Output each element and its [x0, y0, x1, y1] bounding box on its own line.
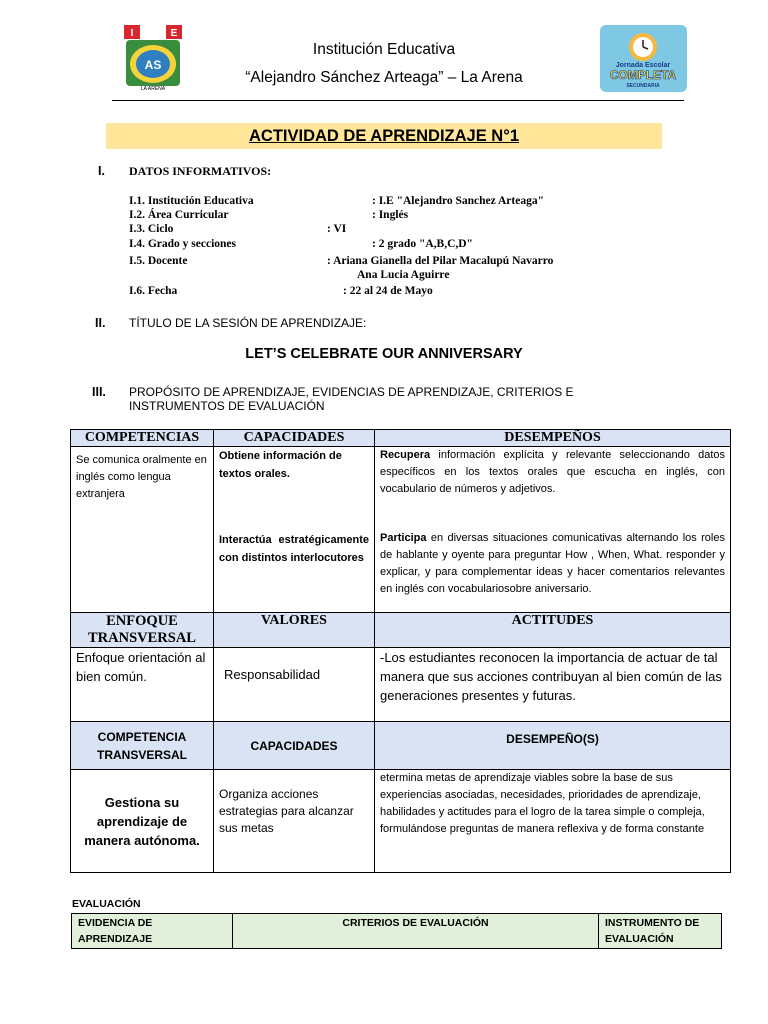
desempeno-1 — [380, 447, 725, 529]
info-label-2: I.2. Área Curricular — [129, 209, 229, 221]
institution-line-2: “Alejandro Sánchez Arteaga” – La Arena — [245, 69, 523, 86]
actitud-cell: -Los estudiantes reconocen la importancia de actuar de tal manera que sus acciones contribuyan al bien común de las generaciones presentes y futuras. — [375, 648, 731, 722]
desempenos-cell — [375, 447, 731, 613]
capacidades-cell — [214, 447, 375, 613]
crest-letter-right: E — [170, 28, 178, 39]
enfoque-cell: Enfoque orientación al bien común. — [71, 648, 214, 722]
header-competencia-transversal: COMPETENCIA TRANSVERSAL — [71, 722, 214, 770]
session-title: LET’S CELEBRATE OUR ANNIVERSARY — [245, 346, 523, 362]
header-capacidades: CAPACIDADES — [214, 430, 375, 447]
desempeno-2 — [380, 529, 725, 598]
section-3-title-line1: PROPÓSITO DE APRENDIZAJE, EVIDENCIAS DE APRENDIZAJE, CRITERIOS E — [129, 385, 574, 399]
evaluation-label: EVALUACIÓN — [72, 898, 141, 910]
info-label-4: I.4. Grado y secciones — [129, 238, 237, 250]
header-valores: VALORES — [214, 613, 375, 648]
section-2-title: TÍTULO DE LA SESIÓN DE APRENDIZAJE: — [129, 316, 367, 330]
transversal-competencia-cell: Gestiona su aprendizaje de manera autónoma. — [71, 770, 214, 873]
header-desempenos-transversal: DESEMPEÑO(S) — [375, 722, 731, 770]
crest-letter-left: I — [130, 28, 134, 39]
info-value-5b: Ana Lucia Aguirre — [357, 269, 450, 281]
info-value-2: : Inglés — [372, 209, 409, 221]
valor-cell: Responsabilidad — [214, 648, 375, 722]
info-value-6: : 22 al 24 de Mayo — [343, 285, 433, 297]
capacidad-1: Obtiene información de textos orales. — [219, 450, 342, 480]
institution-line-1: Institución Educativa — [312, 41, 456, 58]
header-competencias: COMPETENCIAS — [71, 430, 214, 447]
activity-title-banner — [106, 123, 662, 149]
header-enfoque: ENFOQUE TRANSVERSAL — [71, 613, 214, 648]
desempeno-1-bold: Recupera — [380, 449, 431, 461]
desempeno-2-bold: Participa — [380, 532, 427, 544]
section-3-title — [129, 385, 574, 413]
logo-line-1: Jornada Escolar — [615, 62, 671, 69]
info-value-4: : 2 grado "A,B,C,D" — [372, 238, 473, 250]
table-row — [71, 770, 731, 873]
table-row — [71, 447, 731, 613]
info-value-1: : I.E "Alejandro Sanchez Arteaga" — [372, 195, 544, 207]
desempeno-2-text: en diversas situaciones comunicativas alternando los roles de hablante y oyente para preguntar How , When, What. responder y explicar, y para complementar ideas y hacer comentarios relevantes en inglés con vocabulariosobre aniversario. — [380, 532, 725, 595]
info-value-5: : Ariana Gianella del Pilar Macalupú Navarro — [327, 255, 554, 267]
header-capacidades-transversal: CAPACIDADES — [214, 722, 375, 770]
info-label-6: I.6. Fecha — [129, 285, 178, 297]
eval-header-instrumento: INSTRUMENTO DE EVALUACIÓN — [599, 914, 722, 949]
info-value-3: : VI — [327, 223, 347, 235]
header-divider — [112, 100, 684, 101]
crest-center-text: AS — [144, 58, 162, 72]
header-desempenos: DESEMPEÑOS — [375, 430, 731, 447]
section-1-numeral: I. — [98, 164, 105, 178]
competencies-table — [70, 429, 731, 873]
enfoque-header-row — [71, 613, 731, 648]
section-2-numeral: II. — [95, 316, 106, 330]
eval-header-criterios: CRITERIOS DE EVALUACIÓN — [233, 914, 599, 949]
logo-line-2: COMPLETA — [609, 68, 677, 82]
transversal-capacidad-cell: Organiza acciones estrategias para alcanzar sus metas — [214, 770, 375, 873]
header-actitudes: ACTITUDES — [375, 613, 731, 648]
jornada-completa-logo — [600, 25, 687, 92]
logo-line-3: SECUNDARIA — [626, 83, 660, 89]
evaluation-table — [71, 913, 722, 949]
section-3-numeral: III. — [92, 385, 106, 399]
desempeno-1-text: información explícita y relevante seleccionando datos específicos en los textos orales que escucha en inglés, con vocabulario de números y adjetivos. — [380, 449, 725, 495]
table-row — [71, 648, 731, 722]
capacidad-2: Interactúa estratégicamente con distintos interlocutores — [219, 534, 369, 564]
table-header-row — [71, 430, 731, 447]
info-label-1: I.1. Institución Educativa — [129, 195, 254, 207]
eval-header-evidencia: EVIDENCIA DE APRENDIZAJE — [72, 914, 233, 949]
transversal-desempeno-cell: etermina metas de aprendizaje viables sobre la base de sus experiencias asociadas, necesidades, prioridades de aprendizaje, habilidades y actitudes para el logro de la tarea simple o compleja, formulándose preguntas de manera reflexiva y de forma constante — [375, 770, 731, 873]
evaluation-header-row — [72, 914, 722, 949]
activity-title: ACTIVIDAD DE APRENDIZAJE N°1 — [248, 126, 520, 145]
info-label-5: I.5. Docente — [129, 255, 188, 267]
section-1-title: DATOS INFORMATIVOS: — [129, 164, 272, 178]
info-label-3: I.3. Ciclo — [129, 223, 174, 235]
competencia-cell: Se comunica oralmente en inglés como lengua extranjera — [71, 447, 214, 613]
transversal-header-row — [71, 722, 731, 770]
section-3-title-line2: INSTRUMENTOS DE EVALUACIÓN — [129, 399, 325, 413]
crest-bottom-text: LA ARENA — [140, 86, 166, 92]
